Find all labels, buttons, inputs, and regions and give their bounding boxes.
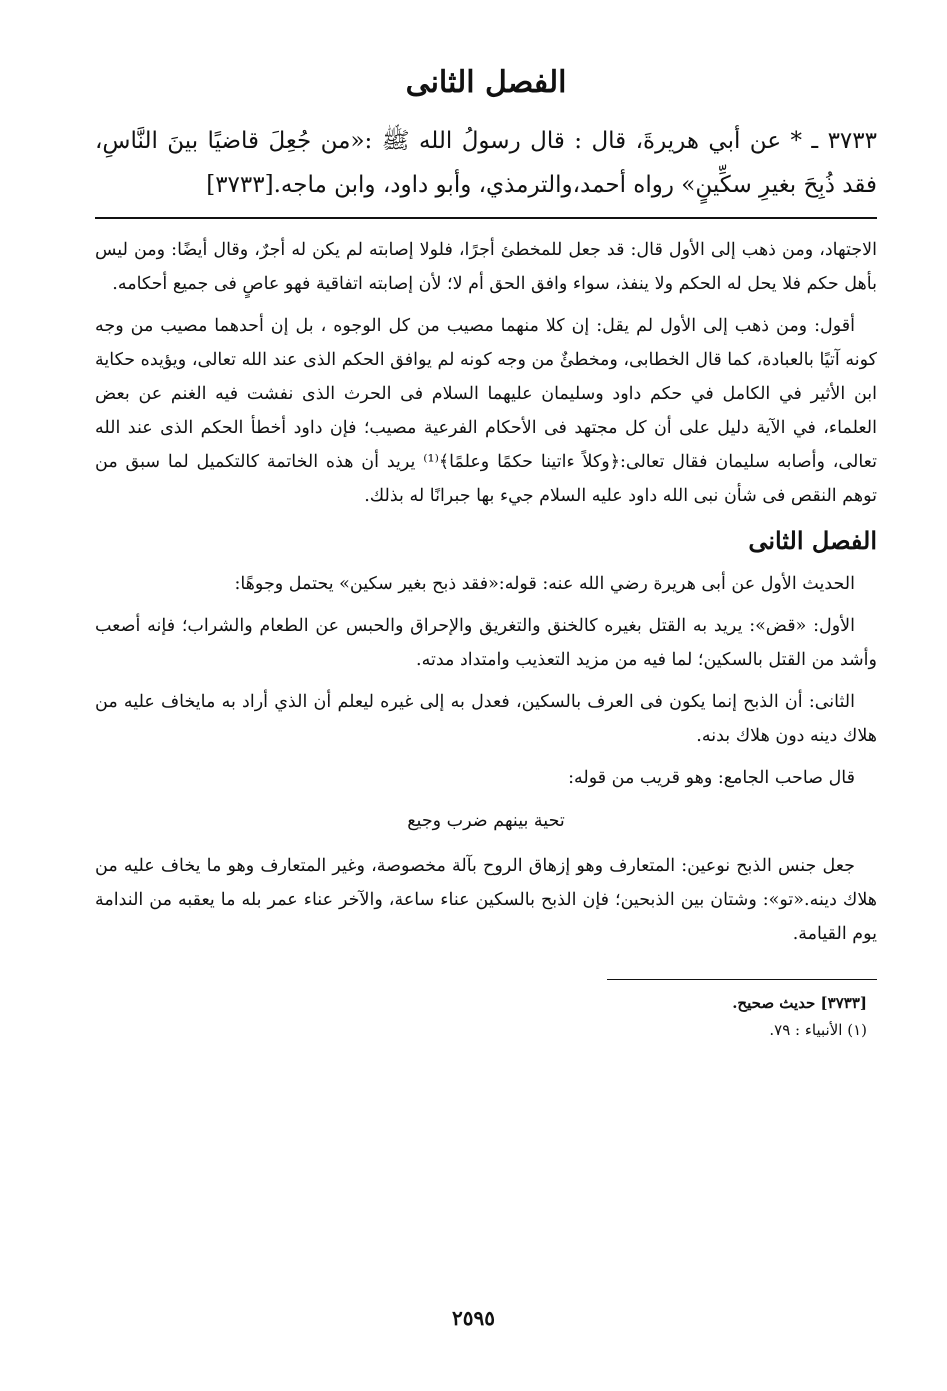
section-heading: الفصل الثانى: [748, 526, 877, 555]
commentary-paragraph-3: الحديث الأول عن أبى هريرة رضي الله عنه: قوله:«فقد ذبح بغير سكين» يحتمل وجوهًا:: [234, 574, 855, 594]
footnote-2: (١) الأنبياء : ٧٩.: [769, 1021, 867, 1039]
page-number: ٢٥٩٥: [452, 1306, 495, 1330]
commentary-paragraph-5: الثانى: أن الذبح إنما يكون فى العرف بالسكين، فعدل به إلى غيره ليعلم أن الذي أراد به مايخاف عليه من هلاك دينه دون هلاك بدنه.: [95, 692, 877, 746]
footnote-divider: [607, 979, 877, 980]
main-divider: [95, 217, 877, 219]
hadith-text: ٣٧٣٣ ـ * عن أبي هريرةَ، قال : قال رسولُ الله ﷺ :«من جُعِلَ قاضيًا بينَ النَّاسِ، فقد ذُبِحَ بغيرِ سكِّينٍ» رواه أحمد،والترمذي، وأبو داود، وابن ماجه.[٣٧٣٣]: [95, 128, 877, 198]
chapter-title: الفصل الثانى: [405, 65, 567, 100]
footnote-1: [٣٧٣٣] حديث صحيح.: [732, 994, 867, 1012]
commentary-paragraph-6: قال صاحب الجامع: وهو قريب من قوله:: [568, 768, 855, 788]
page-body: [95, 55, 877, 1044]
commentary-paragraph-1: الاجتهاد، ومن ذهب إلى الأول قال: قد جعل للمخطئ أجرًا، فلولا إصابته لم يكن له أجرٌ، وقال أيضًا: ومن ليس بأهل حكم فلا يحل له الحكم ولا ينفذ، سواء وافق الحق أم لا؛ لأن إصابته اتفاقية فهو عاصٍ فى جميع أحكامه.: [95, 240, 877, 294]
commentary-paragraph-7: جعل جنس الذبح نوعين: المتعارف وهو إزهاق الروح بآلة مخصوصة، وغير المتعارف وهو ما يخاف عليه من هلاك دينه.«تو»: وشتان بين الذبحين؛ فإن الذبح بالسكين عناء ساعة، والآخر عناء عمر بله ما يعقبه من الندامة يوم القيامة.: [95, 856, 877, 944]
commentary-paragraph-4: الأول: «قض»: يريد به القتل بغيره كالخنق والتغريق والإحراق والحبس عن الطعام والشراب؛ فإنه أصعب وأشد من القتل بالسكين؛ لما فيه من مزيد التعذيب وامتداد مدته.: [95, 616, 877, 670]
poetry-verse: تحية بينهم ضرب وجيع: [407, 811, 565, 831]
commentary-paragraph-2: أقول: ومن ذهب إلى الأول لم يقل: إن كلا منهما مصيب من كل الوجوه ، بل إن أحدهما مصيب من وجه كونه آتيًا بالعبادة، كما قال الخطابى، ومخطئٌ من وجه كونه لم يوافق الحكم الذى عند الله تعالى، ويؤيده حكاية ابن الأثير في الكامل في حكم داود وسليمان عليهما السلام فى الحرث الذى نفشت فيه الغنم عن بعض العلماء، في الآية دليل على أن كل مجتهد فى الأحكام الفرعية مصيب؛ فإن داود أخطأ الحكم الذى عند الله تعالى، وأصابه سليمان فقال تعالى:﴿وكلاً ءاتينا حكمًا وعلمًا﴾⁽¹⁾ يريد أن هذه الخاتمة كالتكميل لما سبق من توهم النقص فى شأن نبى الله داود عليه السلام جيء بها جبرانًا له بذلك.: [95, 316, 877, 506]
